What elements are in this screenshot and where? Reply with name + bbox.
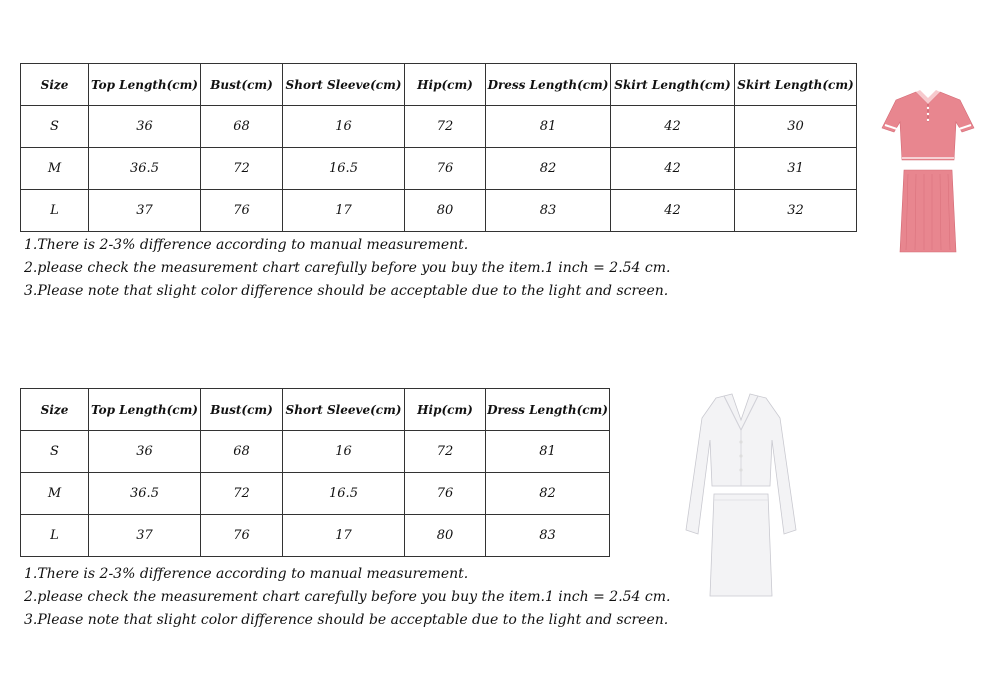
header-cell: Dress Length(cm) [486, 64, 611, 106]
table-cell: 36 [89, 431, 201, 473]
measurement-notes-2 [24, 563, 670, 632]
table-row [21, 473, 610, 515]
size-chart-table-1 [20, 63, 857, 232]
table-cell: 37 [89, 515, 201, 557]
table-cell: 36.5 [89, 473, 201, 515]
table-cell: S [21, 431, 89, 473]
note-line: 1.There is 2-3% difference according to manual measurement. [24, 237, 469, 253]
table-cell: 68 [201, 431, 283, 473]
table-row [21, 106, 857, 148]
measurement-notes-1 [24, 234, 670, 303]
table-cell: 32 [735, 190, 857, 232]
table-cell: 82 [486, 473, 610, 515]
table-cell: 82 [486, 148, 611, 190]
table-cell: 83 [486, 515, 610, 557]
white-skirt [710, 494, 772, 596]
table-row [21, 515, 610, 557]
table-cell: 36.5 [89, 148, 201, 190]
header-cell: Top Length(cm) [89, 389, 201, 431]
note-line: 2.please check the measurement chart carefully before you buy the item.1 inch = 2.54 cm. [24, 589, 671, 605]
table-cell: 80 [405, 190, 486, 232]
table-cell: 17 [283, 515, 405, 557]
white-knit-set-image [676, 390, 806, 600]
header-cell: Skirt Length(cm) [611, 64, 735, 106]
header-cell: Bust(cm) [201, 389, 283, 431]
table-cell: 72 [405, 106, 486, 148]
table-cell: L [21, 190, 89, 232]
header-cell: Short Sleeve(cm) [283, 389, 405, 431]
header-cell: Hip(cm) [405, 64, 486, 106]
table-cell: 42 [611, 148, 735, 190]
table-cell: M [21, 148, 89, 190]
header-cell: Skirt Length(cm) [735, 64, 857, 106]
header-cell: Size [21, 389, 89, 431]
table-cell: 42 [611, 106, 735, 148]
table-cell: 16.5 [283, 148, 405, 190]
table-cell: 76 [405, 473, 486, 515]
table-cell: 76 [201, 190, 283, 232]
pink-top [882, 90, 974, 160]
table-cell: 17 [283, 190, 405, 232]
table-cell: 31 [735, 148, 857, 190]
table-cell: 36 [89, 106, 201, 148]
table-cell: 76 [201, 515, 283, 557]
header-cell: Dress Length(cm) [486, 389, 610, 431]
table-cell: 16.5 [283, 473, 405, 515]
table-header-row [21, 64, 857, 106]
table-cell: 72 [201, 148, 283, 190]
header-cell: Top Length(cm) [89, 64, 201, 106]
table-cell: 83 [486, 190, 611, 232]
table-cell: 16 [283, 106, 405, 148]
table-cell: 81 [486, 431, 610, 473]
size-chart-table-2 [20, 388, 610, 557]
table-header-row [21, 389, 610, 431]
table-cell: M [21, 473, 89, 515]
table-row [21, 148, 857, 190]
header-cell: Short Sleeve(cm) [283, 64, 405, 106]
table-row [21, 190, 857, 232]
table-cell: 72 [405, 431, 486, 473]
pink-knit-set-image [878, 82, 978, 257]
header-cell: Bust(cm) [201, 64, 283, 106]
table-cell: 30 [735, 106, 857, 148]
table-cell: L [21, 515, 89, 557]
header-cell: Hip(cm) [405, 389, 486, 431]
table-cell: 68 [201, 106, 283, 148]
table-cell: 81 [486, 106, 611, 148]
table-cell: 72 [201, 473, 283, 515]
table-cell: 80 [405, 515, 486, 557]
table-cell: 37 [89, 190, 201, 232]
header-cell: Size [21, 64, 89, 106]
note-line: 1.There is 2-3% difference according to manual measurement. [24, 566, 469, 582]
note-line: 3.Please note that slight color difference should be acceptable due to the light and screen. [24, 283, 669, 299]
note-line: 2.please check the measurement chart carefully before you buy the item.1 inch = 2.54 cm. [24, 260, 671, 276]
table-cell: 16 [283, 431, 405, 473]
table-cell: 42 [611, 190, 735, 232]
table-cell: S [21, 106, 89, 148]
note-line: 3.Please note that slight color difference should be acceptable due to the light and screen. [24, 612, 669, 628]
table-cell: 76 [405, 148, 486, 190]
table-row [21, 431, 610, 473]
pink-skirt [900, 170, 956, 252]
